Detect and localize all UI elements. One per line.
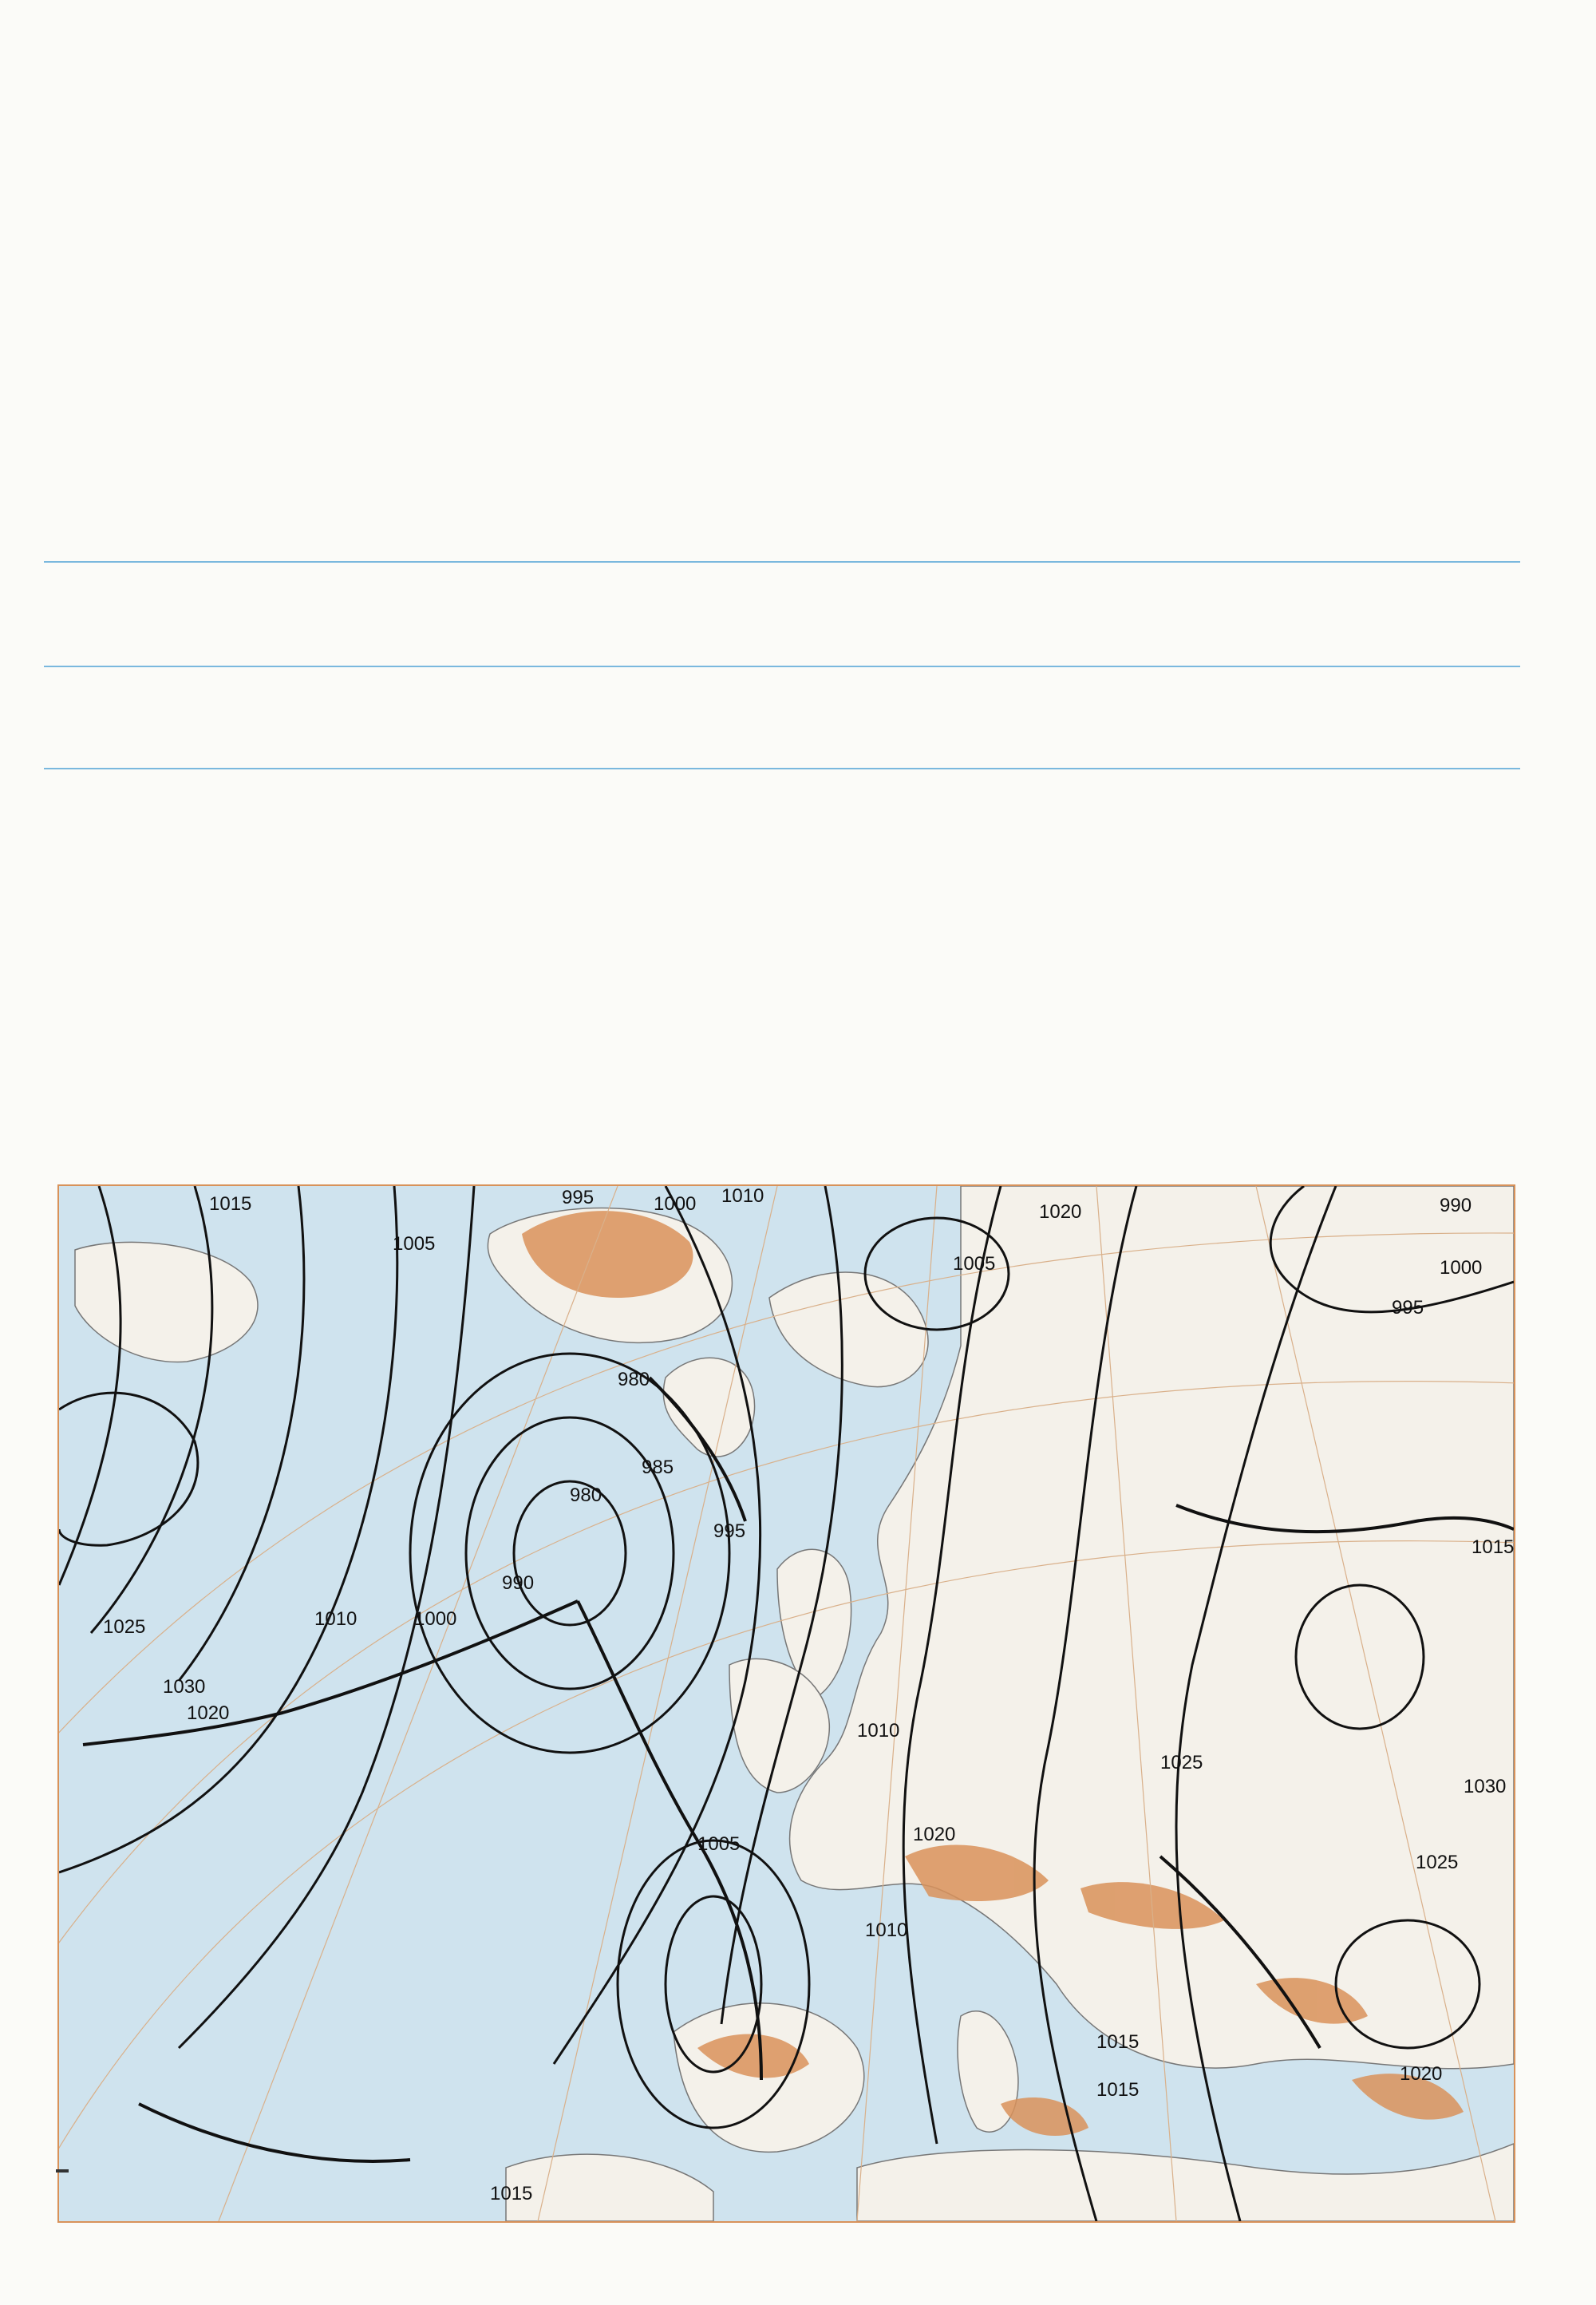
isobar-label: 995 bbox=[1392, 1297, 1424, 1319]
isobar-label: 1000 bbox=[654, 1193, 697, 1215]
isobar-label: 1030 bbox=[163, 1676, 206, 1698]
isobar-label: 1000 bbox=[414, 1608, 457, 1630]
isobar-label: 990 bbox=[502, 1572, 535, 1594]
isobar-label: 1020 bbox=[913, 1824, 956, 1845]
divider bbox=[44, 561, 1520, 563]
isobar-label: 1000 bbox=[1440, 1257, 1483, 1279]
isobar-label: 1015 bbox=[1096, 2031, 1140, 2053]
isobar-label: 1015 bbox=[490, 2183, 533, 2204]
isobar-label: 995 bbox=[562, 1187, 595, 1208]
isobar-label: 1015 bbox=[209, 1193, 252, 1215]
divider bbox=[44, 666, 1520, 667]
isobar-label: 1025 bbox=[103, 1616, 146, 1638]
divider bbox=[44, 768, 1520, 769]
surface-chart-map bbox=[59, 1186, 1514, 2221]
isobar-label: 1010 bbox=[857, 1720, 900, 1742]
isobar-label: 980 bbox=[570, 1485, 602, 1506]
isobar-label: 985 bbox=[642, 1457, 674, 1478]
isobar-label: 1020 bbox=[1400, 2063, 1443, 2085]
surface-chart bbox=[57, 1184, 1515, 2223]
isobar-label: 980 bbox=[618, 1369, 650, 1390]
isobar-label: 1020 bbox=[187, 1702, 230, 1724]
isobar-label: 1010 bbox=[314, 1608, 358, 1630]
isobar-label: 1015 bbox=[1472, 1536, 1514, 1558]
isobar-label: 1025 bbox=[1416, 1852, 1459, 1873]
isobar-label: 1005 bbox=[953, 1253, 996, 1275]
isobar-label: 1015 bbox=[1096, 2079, 1140, 2101]
isobar-label: 1005 bbox=[393, 1233, 436, 1255]
isobar-label: 1030 bbox=[1464, 1776, 1507, 1797]
isobar-label: 1020 bbox=[1039, 1201, 1082, 1223]
isobar-label: 1010 bbox=[721, 1186, 764, 1207]
isobar-label: 1010 bbox=[865, 1920, 908, 1941]
isobar-label: 995 bbox=[713, 1520, 746, 1542]
isobar-label: 1005 bbox=[697, 1833, 741, 1855]
isobar-label: 990 bbox=[1440, 1195, 1472, 1216]
chart-stamp bbox=[56, 2169, 69, 2173]
isobar-label: 1025 bbox=[1160, 1752, 1203, 1773]
